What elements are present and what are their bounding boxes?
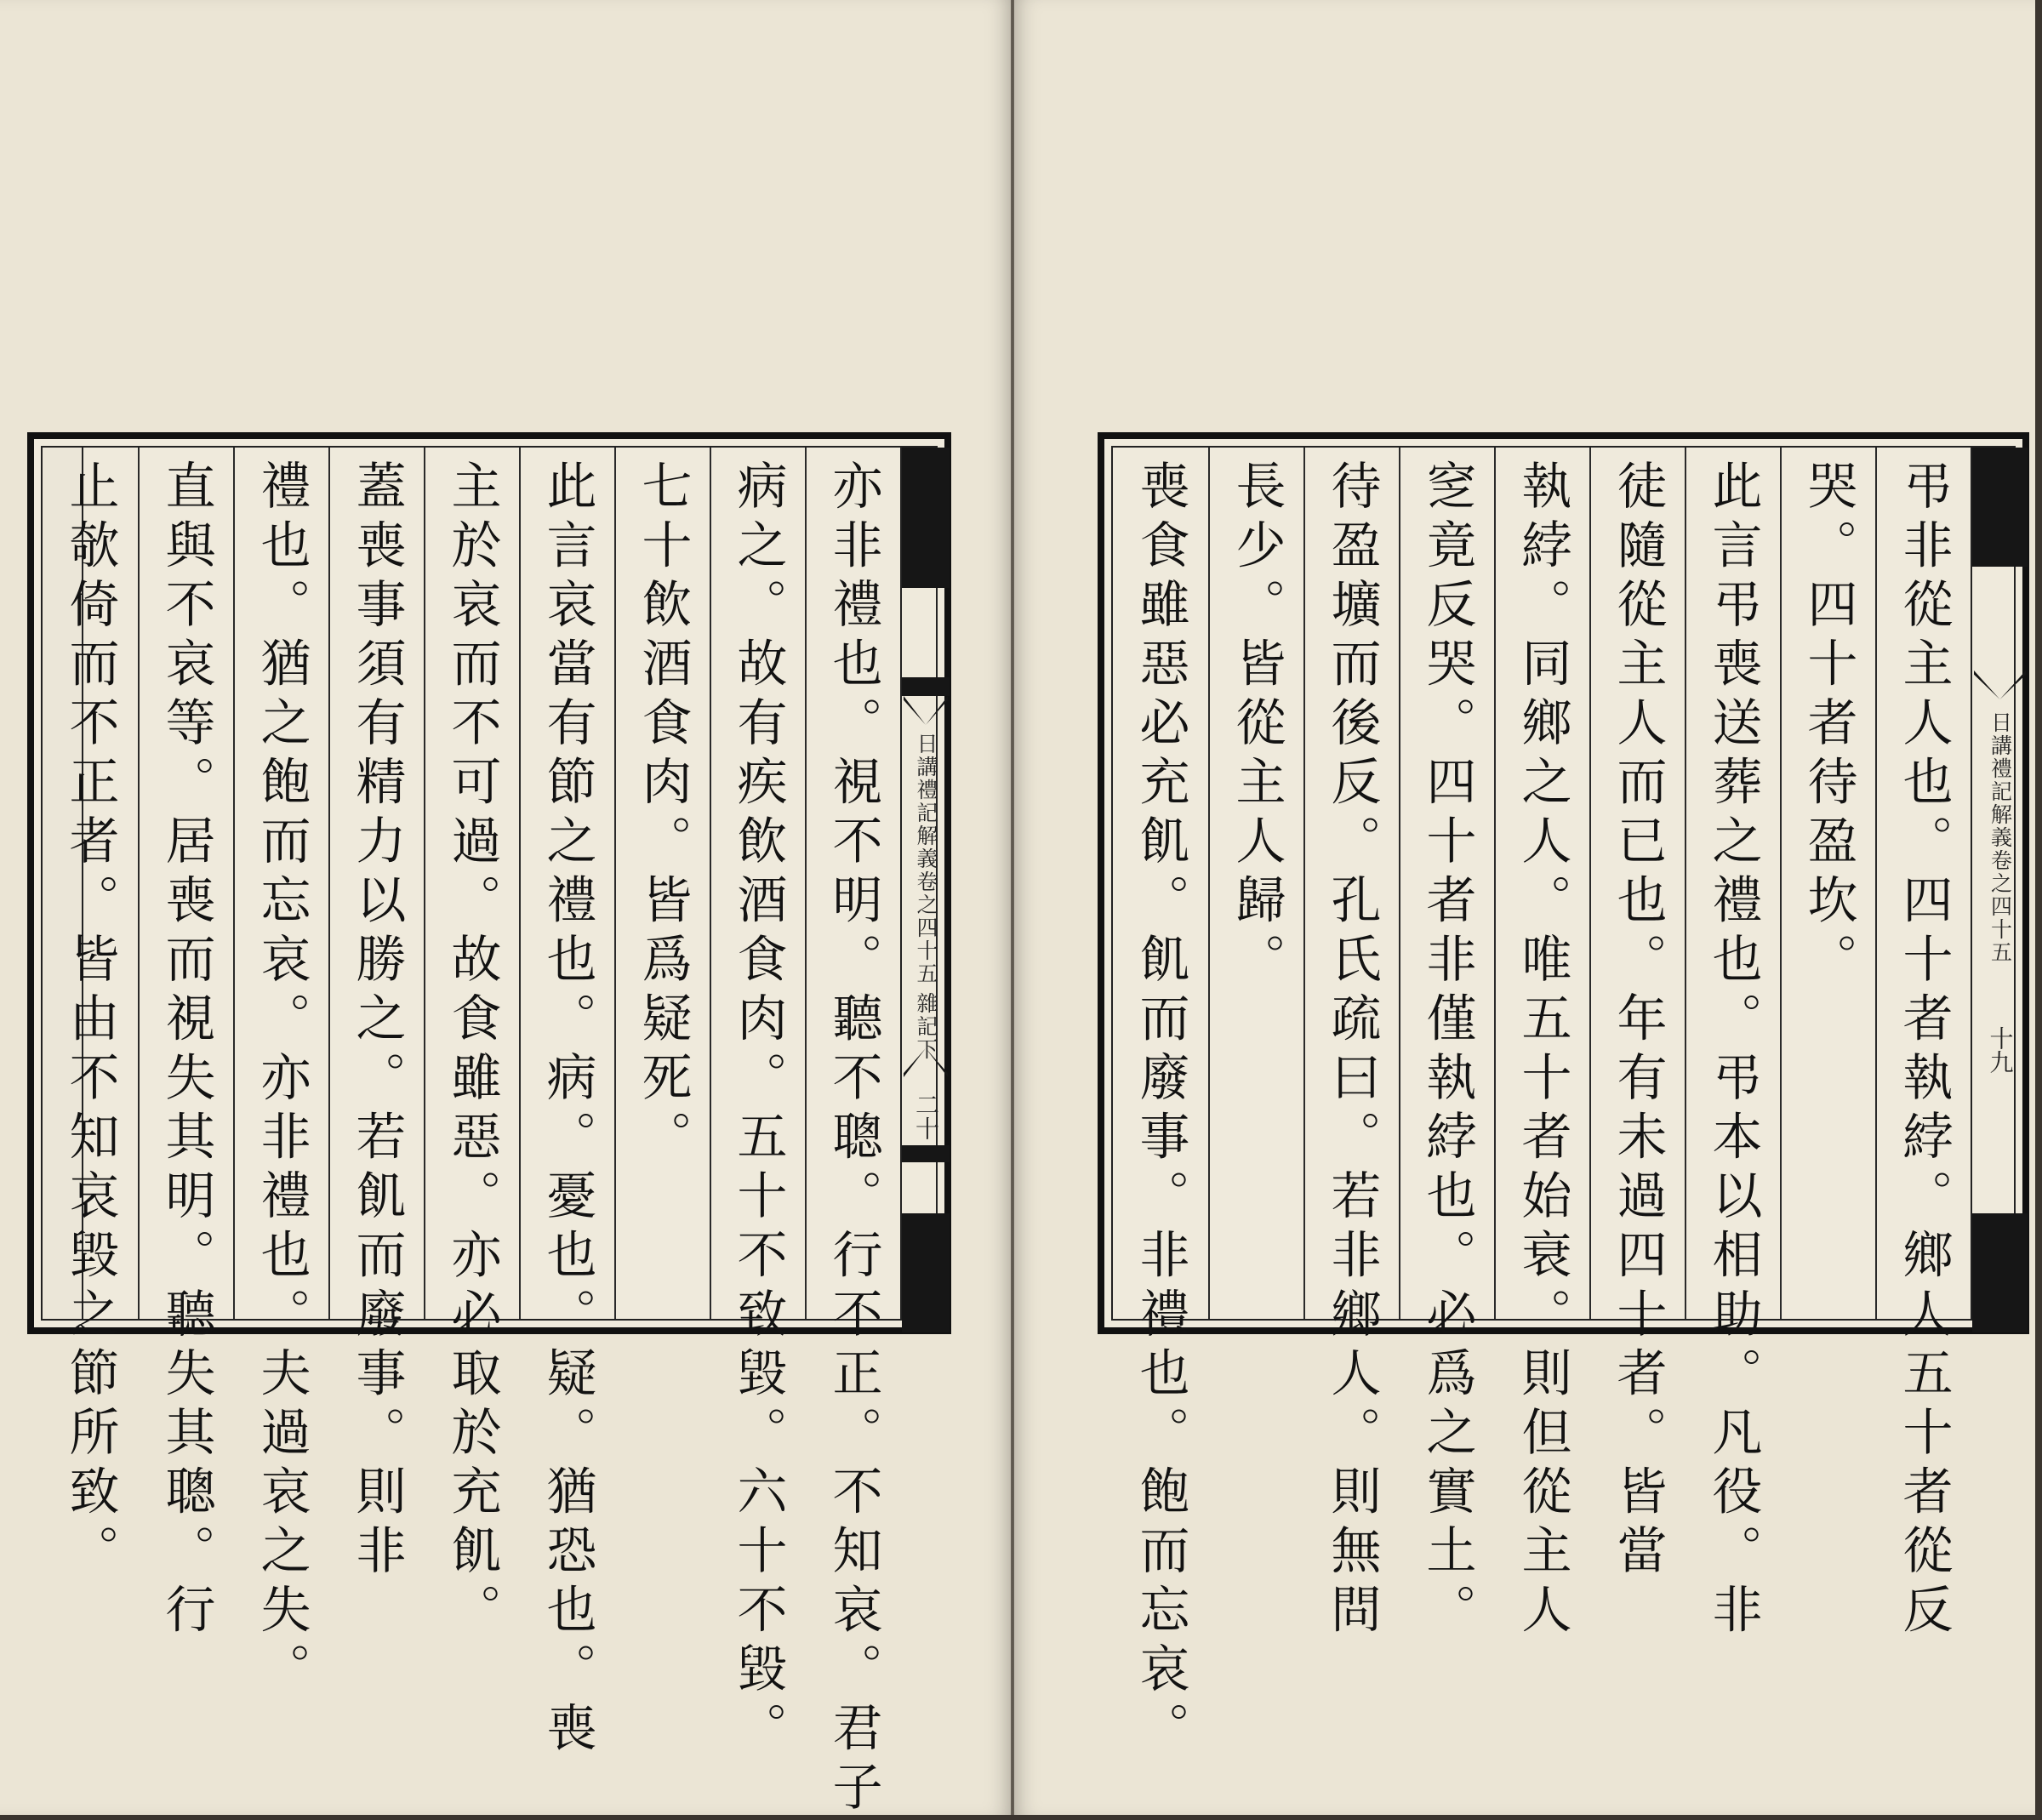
right-column-5 [1494, 448, 1589, 1642]
right-page [1014, 0, 2035, 1815]
left-text-block [27, 432, 951, 1820]
left-column-4-text: 此言哀當有節之禮也。病。憂也。疑。猶恐也。喪 [538, 459, 597, 1760]
left-folio: 二十 [912, 1093, 940, 1140]
left-column-6 [328, 448, 424, 1583]
right-column-4-text: 徒隨從主人而已也。年有未過四十者。皆當 [1608, 459, 1668, 1583]
right-column-1 [1875, 448, 1971, 1642]
right-column-4 [1589, 448, 1685, 1583]
fold-fishtail-bottom [902, 1145, 950, 1162]
right-column-9-text: 喪食雖惡必充飢。飢而廢事。非禮也。飽而忘哀。 [1131, 459, 1190, 1760]
left-margin-section: 雜記下 [914, 992, 938, 1061]
fold-fishtail-top [902, 677, 950, 696]
right-text-frame [1111, 446, 2016, 1760]
left-margin-title: 日講禮記解義卷之四十五 [914, 733, 938, 985]
right-column-7 [1303, 448, 1399, 1642]
left-text-frame [41, 446, 940, 1820]
left-column-9-text: 止欹倚而不正者。皆由不知哀毀之節所致。 [60, 459, 120, 1583]
fold-band-bottom [1972, 1213, 2028, 1332]
left-column-8-text: 直與不哀等。居喪而視失其明。聽失其聰。行 [157, 459, 216, 1642]
left-column-5 [424, 448, 519, 1642]
fold-band-top [902, 448, 950, 588]
left-column-4 [519, 448, 614, 1760]
left-column-9 [43, 448, 138, 1583]
fold-band-bottom [902, 1213, 950, 1332]
right-column-6 [1399, 448, 1494, 1642]
left-column-8 [138, 448, 233, 1642]
right-column-6-text: 窆竟反哭。四十者非僅執綍也。必爲之實土。 [1417, 459, 1477, 1642]
left-column-3-text: 七十飲酒食肉。皆爲疑死。 [633, 459, 693, 1169]
right-column-2-text: 哭。四十者待盈坎。 [1799, 459, 1858, 992]
right-column-5-text: 執綍。同鄉之人。唯五十者始衰。則但從主人 [1513, 459, 1572, 1642]
left-column-6-text: 蓋喪事須有精力以勝之。若飢而廢事。則非 [347, 459, 407, 1583]
left-column-1 [805, 448, 900, 1820]
left-fold-margin [900, 448, 950, 1319]
right-column-3-text: 此言弔喪送葬之禮也。弔本以相助。凡役。非 [1703, 459, 1763, 1642]
fold-band-top [1972, 448, 2028, 567]
left-page [0, 0, 1011, 1820]
left-column-2 [710, 448, 805, 1760]
right-column-9 [1113, 448, 1208, 1760]
left-column-7 [233, 448, 328, 1702]
left-column-2-text: 病之。故有疾飲酒食肉。五十不致毀。六十不毀。 [728, 459, 788, 1760]
left-column-5-text: 主於哀而不可過。故食雖惡。亦必取於充飢。 [442, 459, 502, 1642]
right-column-8-text: 長少。皆從主人歸。 [1227, 459, 1286, 992]
fold-chevron-top [904, 696, 948, 725]
left-column-3 [614, 448, 710, 1319]
left-column-7-text: 禮也。猶之飽而忘哀。亦非禮也。夫過哀之失。 [252, 459, 311, 1702]
right-fold-margin [1971, 448, 2028, 1319]
fold-chevron-top [1974, 670, 2026, 699]
right-text-block [1098, 432, 2029, 1760]
right-column-2 [1780, 448, 1875, 1319]
right-column-8 [1208, 448, 1303, 1319]
right-folio: 十九 [1986, 1026, 2015, 1074]
right-column-1-text: 弔非從主人也。四十者執綍。鄉人五十者從反 [1894, 459, 1954, 1642]
right-margin-title: 日講禮記解義卷之四十五 [1988, 711, 2013, 964]
right-column-7-text: 待盈壙而後反。孔氏疏曰。若非鄉人。則無問 [1322, 459, 1382, 1642]
left-column-1-text: 亦非禮也。視不明。聽不聰。行不正。不知哀。君子 [824, 459, 883, 1820]
right-column-3 [1685, 448, 1780, 1642]
